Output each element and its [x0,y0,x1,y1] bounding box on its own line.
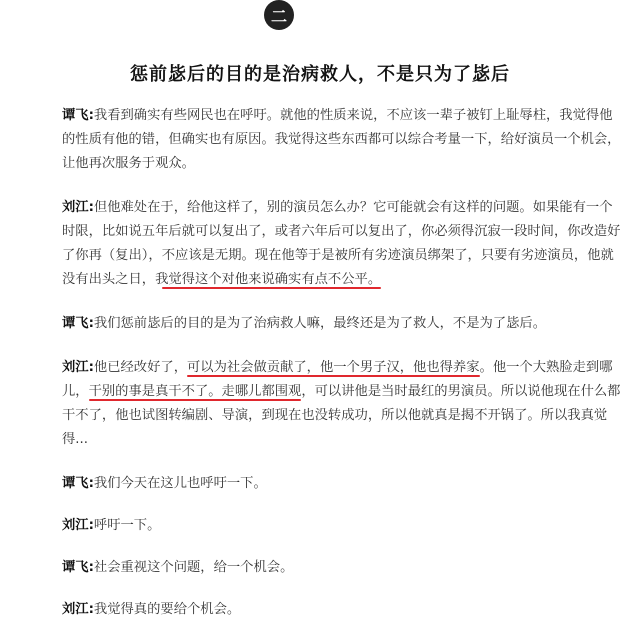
article-heading: 惩前毖后的目的是治病救人，不是只为了毖后 [130,64,510,85]
underlined-text: 干别的事是真干不了。走哪儿都围观 [88,384,302,399]
underlined-text: 可以为社会做贡献了，他一个男子汉，他也得养家 [187,360,480,375]
paragraph-text: ... [75,432,88,447]
paragraph-text: ，可以讲他是当时最红的男演员。所以说他现在什么都干不了， [62,384,621,423]
paragraph-text: 我觉得真的要给个机会。 [93,602,241,617]
speaker-name: 刘江: [62,518,94,533]
underlined-text: 不应该是无期。现在他等于是被所有劣迹演员绑架了，只要有劣迹演员，他就没有出头之日，我觉得这个对他来说确实有点不公平。 [62,248,614,287]
dialogue-paragraph [62,104,622,176]
speaker-name: 谭飞: [62,108,94,123]
dialogue-transcript [62,104,622,640]
speaker-name: 刘江: [62,602,94,617]
dialogue-paragraph [62,356,622,452]
dialogue-paragraph [62,514,622,538]
speaker-name: 刘江: [62,200,94,215]
dialogue-paragraph [62,196,622,292]
paragraph-text: 他已经改好了， [93,360,187,375]
paragraph-text: 但他难处在于，给他这样了，别的演员怎么办？它可能就会有这样的问题。如果能有一个时限，比如说五年后就可以复出了，或者六年后可以复出了，你必须得沉寂一段时间，你改造好了你再（复出）， [62,200,621,263]
paragraph-text: 我看到确实有些网民也在呼吁。就他的性质来说，不应该一辈子被钉上耻辱柱，我觉得他的性质有他的错，但确实也有原因。我觉得这些东西都可以综合考量一下，给好演员一个机会，让他再次服务于观众。 [62,108,621,171]
underlined-text: 他也试图转编剧、导演，到现在也没转成功，所以他就真是揭不开锅了。所以我真觉得 [62,408,608,447]
paragraph-text: 我们今天在这儿也呼吁一下。 [93,476,267,491]
speaker-name: 谭飞: [62,560,94,575]
dialogue-paragraph [62,598,622,622]
section-number-badge: 二 [264,0,294,30]
speaker-name: 谭飞: [62,476,94,491]
dialogue-paragraph [62,556,622,580]
dialogue-paragraph [62,472,622,496]
dialogue-paragraph [62,312,622,336]
paragraph-text: 我们惩前毖后的目的是为了治病救人嘛，最终还是为了救人，不是为了毖后。 [93,316,547,331]
paragraph-text: 呼吁一下。 [93,518,161,533]
speaker-name: 刘江: [62,360,94,375]
speaker-name: 谭飞: [62,316,94,331]
paragraph-text: 。他一个大熟脸走到哪儿， [62,360,613,399]
paragraph-text: 社会重视这个问题，给一个机会。 [93,560,294,575]
